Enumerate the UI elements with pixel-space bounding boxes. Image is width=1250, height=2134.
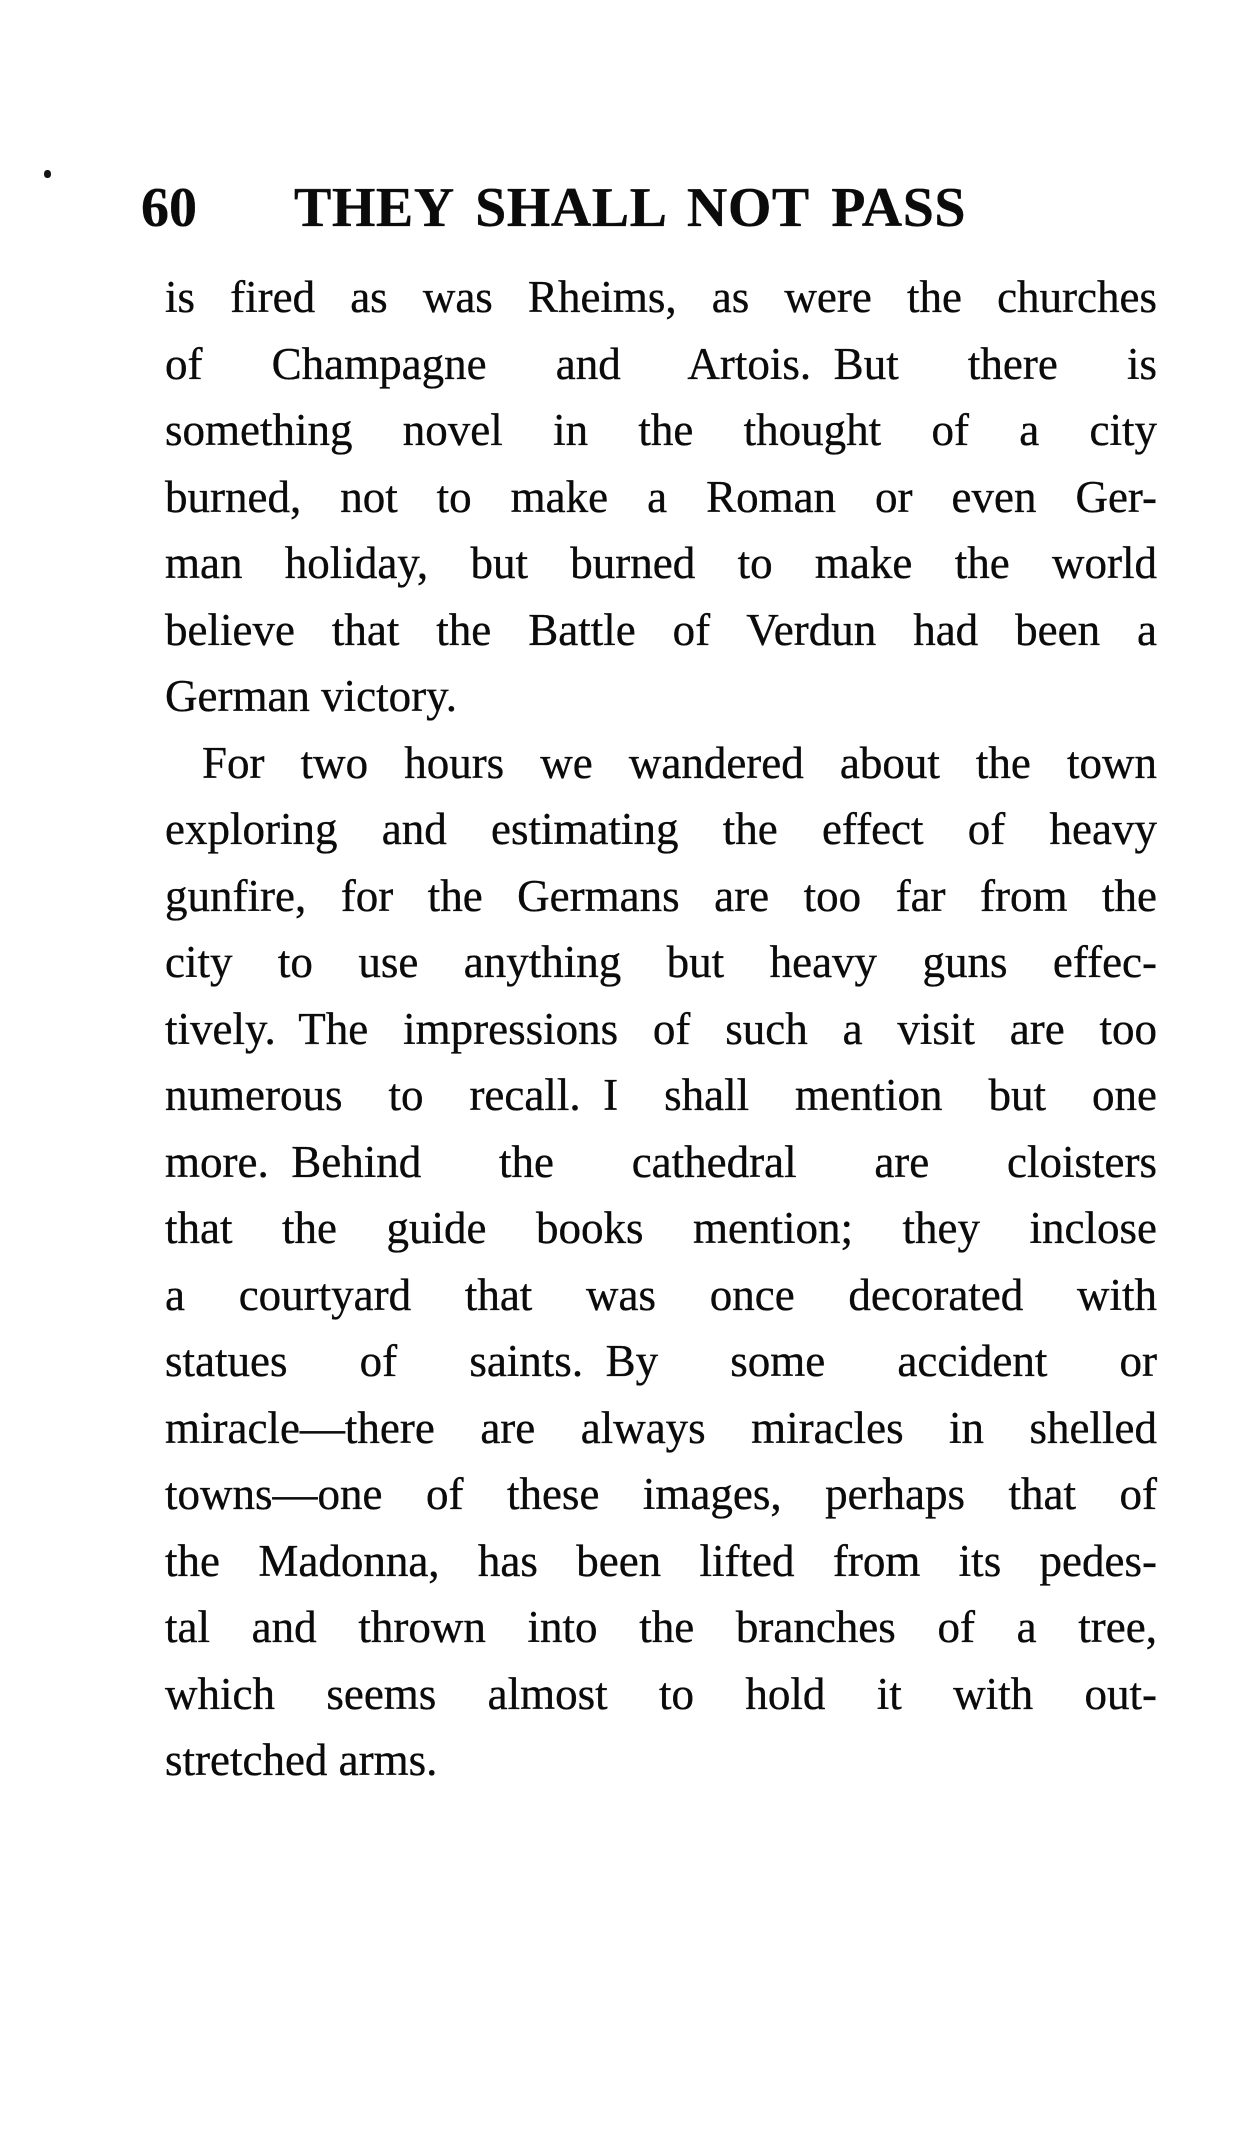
text-line: more. Behind the cathedral are cloisters	[165, 1136, 1157, 1187]
text-line: exploring and estimating the effect of heavy	[165, 804, 1157, 854]
page-title: THEY SHALL NOT PASS	[293, 177, 967, 239]
text-line: miracle—there are always miracles in shelled	[165, 1402, 1157, 1453]
text-line: statues of saints. By some accident or	[165, 1336, 1157, 1386]
paragraph	[165, 264, 1157, 730]
running-header	[0, 177, 1250, 239]
text-line: For two hours we wandered about the town	[202, 737, 1157, 788]
text-line: tively. The impressions of such a visit are too	[165, 1003, 1157, 1054]
text-line: that the guide books mention; they inclose	[165, 1203, 1157, 1253]
text-line: the Madonna, has been lifted from its pedes-	[165, 1535, 1157, 1586]
text-line: believe that the Battle of Verdun had been a	[165, 604, 1157, 655]
text-line: tal and thrown into the branches of a tree,	[165, 1602, 1157, 1652]
text-line: towns—one of these images, perhaps that of	[165, 1469, 1157, 1519]
text-line: something novel in the thought of a city	[165, 405, 1157, 455]
body-text	[165, 264, 1157, 1794]
text-line: gunfire, for the Germans are too far from the	[165, 870, 1157, 921]
page-number: 60	[141, 177, 197, 239]
text-line: numerous to recall. I shall mention but one	[165, 1070, 1157, 1120]
text-line: city to use anything but heavy guns effec-	[165, 937, 1157, 987]
text-line: which seems almost to hold it with out-	[165, 1668, 1157, 1719]
text-line: stretched arms.	[165, 1735, 438, 1785]
text-line: of Champagne and Artois. But there is	[165, 338, 1157, 389]
paragraph	[165, 730, 1157, 1794]
text-line: is fired as was Rheims, as were the churches	[165, 272, 1157, 322]
text-line: German victory.	[165, 671, 457, 721]
text-line: a courtyard that was once decorated with	[165, 1269, 1157, 1320]
text-line: man holiday, but burned to make the world	[165, 538, 1157, 588]
ink-speck	[44, 170, 51, 178]
text-line: burned, not to make a Roman or even Ger-	[165, 471, 1157, 522]
